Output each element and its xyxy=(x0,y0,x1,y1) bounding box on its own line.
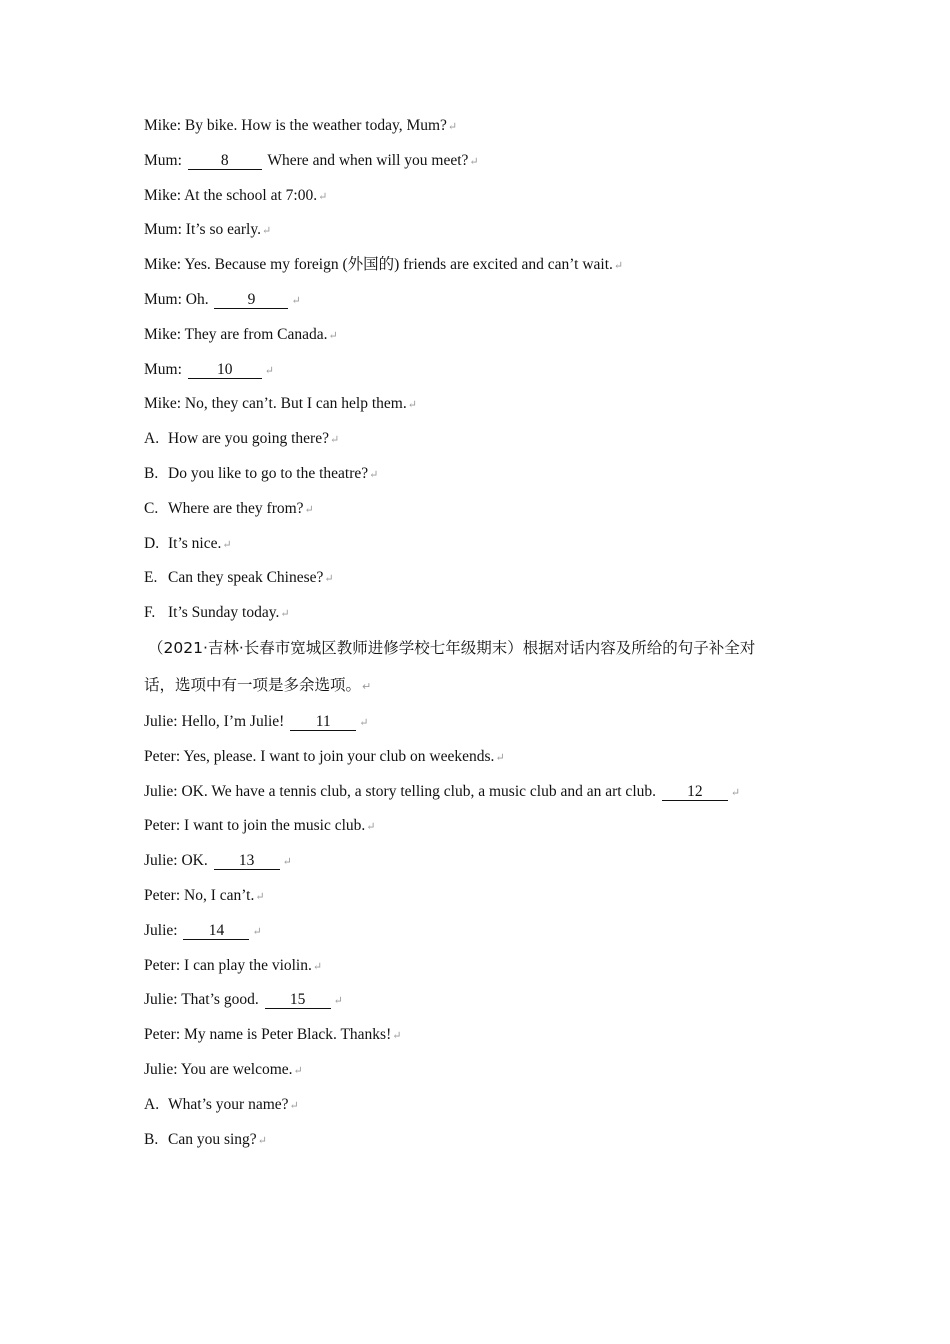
option-item xyxy=(144,1130,804,1150)
dialogue-line xyxy=(144,990,804,1010)
option-text: Do you like to go to the theatre? xyxy=(168,464,369,482)
dialogue-line xyxy=(144,1060,804,1080)
line-text: My name is Peter Black. Thanks! xyxy=(184,1026,392,1044)
line-text: OK. xyxy=(181,852,208,870)
answer-blank-15: 15 xyxy=(265,991,331,1009)
paragraph-mark-icon: ↵ xyxy=(359,716,369,729)
line-text: I can play the violin. xyxy=(184,956,312,974)
paragraph-mark-icon: ↵ xyxy=(324,573,334,586)
option-text: Can they speak Chinese? xyxy=(168,569,324,587)
line-text: Hello, I’m Julie! xyxy=(181,712,285,730)
option-text: It’s nice. xyxy=(168,534,222,552)
option-item xyxy=(144,534,804,554)
paragraph-mark-icon: ↵ xyxy=(257,1134,267,1147)
dialogue-line xyxy=(144,325,804,345)
answer-blank-13: 13 xyxy=(214,852,280,870)
paragraph-mark-icon: ↵ xyxy=(613,260,624,273)
paragraph-mark-icon: ↵ xyxy=(280,608,290,621)
paragraph-mark-icon: ↵ xyxy=(362,679,372,693)
speaker: Mum: xyxy=(144,290,182,308)
line-text: You are welcome. xyxy=(180,1060,293,1078)
line-text: They are from Canada. xyxy=(184,325,328,343)
option-label: B. xyxy=(144,464,159,482)
option-text: Can you sing? xyxy=(168,1130,257,1148)
option-text: How are you going there? xyxy=(168,430,329,448)
dialogue-line xyxy=(144,186,804,206)
dialogue-line xyxy=(144,290,804,310)
speaker: Mum: xyxy=(144,221,182,239)
speaker: Peter: xyxy=(144,956,181,974)
option-text: What’s your name? xyxy=(168,1095,289,1113)
dialogue-line xyxy=(144,151,804,171)
dialogue-line xyxy=(144,1025,804,1045)
dialogue-line xyxy=(144,782,804,802)
paragraph-mark-icon: ↵ xyxy=(293,1064,303,1077)
speaker: Mike: xyxy=(144,256,182,274)
option-item xyxy=(144,429,804,449)
dialogue-line xyxy=(144,886,804,906)
option-text: Where are they from? xyxy=(168,499,304,517)
dialogue-line xyxy=(144,956,804,976)
option-label: A. xyxy=(144,430,160,448)
paragraph-mark-icon: ↵ xyxy=(730,786,741,799)
speaker: Julie: xyxy=(144,782,178,800)
option-label: E. xyxy=(144,569,158,587)
answer-blank-8: 8 xyxy=(188,152,262,170)
speaker: Peter: xyxy=(144,886,181,904)
line-text: No, they can’t. But I can help them. xyxy=(184,395,407,413)
paragraph-mark-icon: ↵ xyxy=(447,121,458,133)
dialogue-line xyxy=(144,394,804,414)
line-text: Where and when will you meet? xyxy=(267,151,469,169)
speaker: Julie: xyxy=(144,921,178,939)
option-label: C. xyxy=(144,499,159,517)
speaker: Peter: xyxy=(144,747,181,765)
line-text: Yes, please. I want to join your club on weekends. xyxy=(183,747,495,765)
paragraph-mark-icon: ↵ xyxy=(392,1030,402,1043)
option-item xyxy=(144,464,804,484)
dialogue-line xyxy=(144,712,804,732)
line-text: I want to join the music club. xyxy=(184,817,366,835)
paragraph-mark-icon: ↵ xyxy=(318,190,328,203)
instruction-line-1: （2021·吉林·长春市宽城区教师进修学校七年级期末）根据对话内容及所给的句子补全对 xyxy=(148,638,756,657)
paragraph-mark-icon: ↵ xyxy=(289,1099,299,1112)
option-item xyxy=(144,568,804,588)
dialogue-line xyxy=(144,816,804,836)
dialogue-line xyxy=(144,921,804,941)
paragraph-mark-icon: ↵ xyxy=(469,155,479,168)
line-text: Oh. xyxy=(185,290,209,308)
option-item xyxy=(144,499,804,519)
paragraph-mark-icon: ↵ xyxy=(312,960,323,973)
answer-blank-12: 12 xyxy=(662,783,728,801)
option-label: A. xyxy=(144,1095,160,1113)
dialogue-line xyxy=(144,851,804,871)
paragraph-mark-icon: ↵ xyxy=(304,503,314,516)
speaker: Julie: xyxy=(144,1060,178,1078)
dialogue-line xyxy=(144,255,804,275)
speaker: Mike: xyxy=(144,325,182,343)
dialogue-line xyxy=(144,360,804,380)
paragraph-mark-icon: ↵ xyxy=(282,856,292,869)
speaker: Peter: xyxy=(144,817,181,835)
dialogue-line xyxy=(144,116,804,136)
speaker: Julie: xyxy=(144,712,178,730)
paragraph-mark-icon: ↵ xyxy=(329,434,340,447)
option-text: It’s Sunday today. xyxy=(168,604,280,622)
instruction-line-2 xyxy=(144,675,804,695)
option-label: F. xyxy=(144,604,156,622)
dialogue-line xyxy=(144,747,804,767)
answer-blank-9: 9 xyxy=(214,291,288,309)
answer-blank-10: 10 xyxy=(188,361,262,379)
dialogue-line xyxy=(144,220,804,240)
speaker: Julie: xyxy=(144,852,178,870)
option-label: D. xyxy=(144,534,160,552)
line-text: OK. We have a tennis club, a story telling club, a music club and an art club. xyxy=(181,782,656,800)
paragraph-mark-icon: ↵ xyxy=(495,751,505,764)
instruction-text: 话，选项中有一项是多余选项。 xyxy=(144,675,362,694)
option-item xyxy=(144,603,804,623)
speaker: Mike: xyxy=(144,117,182,134)
paragraph-mark-icon: ↵ xyxy=(333,995,343,1008)
line-text: That’s good. xyxy=(181,991,259,1009)
paragraph-mark-icon: ↵ xyxy=(261,225,272,238)
speaker: Mike: xyxy=(144,395,182,413)
paragraph-mark-icon: ↵ xyxy=(291,294,301,307)
paragraph-mark-icon: ↵ xyxy=(407,399,417,412)
paragraph-mark-icon: ↵ xyxy=(369,468,379,481)
paragraph-mark-icon: ↵ xyxy=(366,821,376,834)
exercise-content xyxy=(144,116,804,1164)
paragraph-mark-icon: ↵ xyxy=(264,364,274,377)
line-text: Yes. Because my foreign (外国的) friends are excited and can’t wait. xyxy=(184,256,613,274)
option-item xyxy=(144,1095,804,1115)
speaker: Mum: xyxy=(144,151,182,169)
option-label: B. xyxy=(144,1130,159,1148)
speaker: Peter: xyxy=(144,1026,181,1044)
answer-blank-11: 11 xyxy=(290,713,356,731)
line-text: It’s so early. xyxy=(185,221,261,239)
paragraph-mark-icon: ↵ xyxy=(222,538,232,551)
paragraph-mark-icon: ↵ xyxy=(328,329,338,342)
line-text: No, I can’t. xyxy=(184,886,255,904)
answer-blank-14: 14 xyxy=(183,922,249,940)
paragraph-mark-icon: ↵ xyxy=(252,925,262,938)
line-text: At the school at 7:00. xyxy=(184,186,318,204)
paragraph-mark-icon: ↵ xyxy=(255,890,265,903)
speaker: Julie: xyxy=(144,991,178,1009)
speaker: Mum: xyxy=(144,360,182,378)
speaker: Mike: xyxy=(144,186,182,204)
line-text: By bike. How is the weather today, Mum? xyxy=(184,117,447,134)
